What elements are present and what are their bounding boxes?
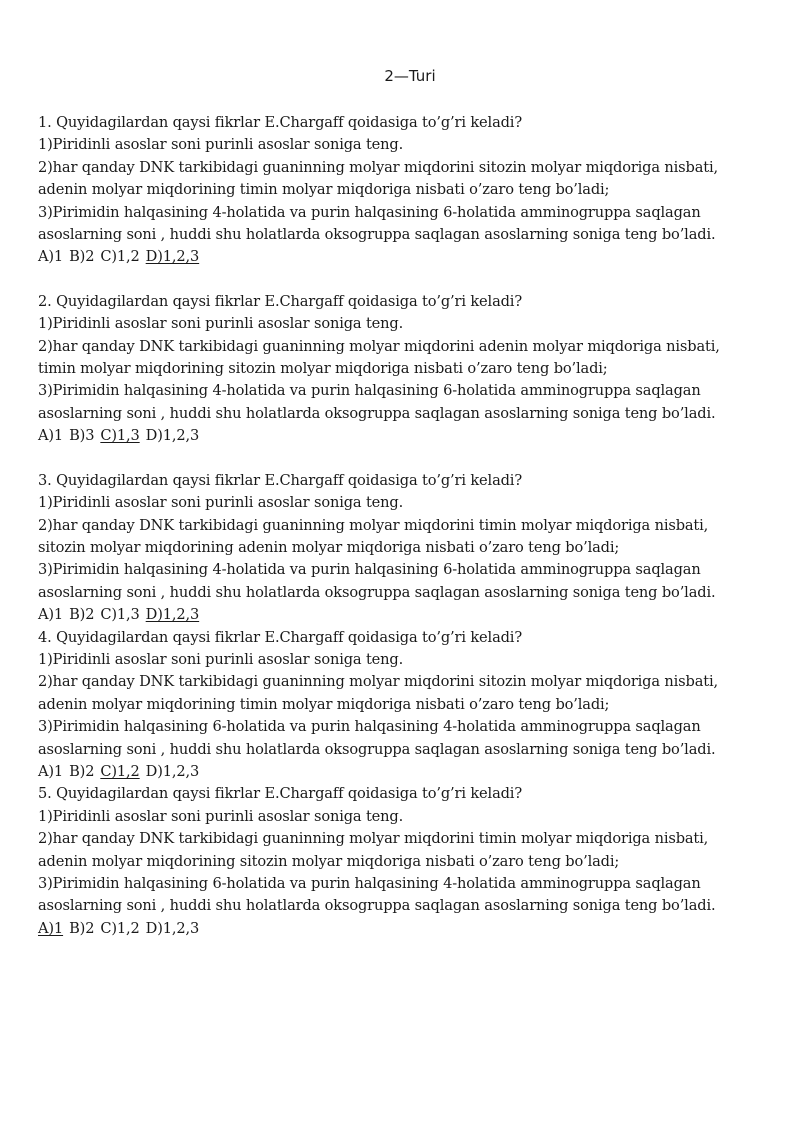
option-d: D)1,2,3 [145,762,200,780]
question-line: asoslarning soni , huddi shu holatlarda oksogruppa saqlagan asoslarning soniga teng bo’ladi. [38,740,716,758]
question-line: 3)Pirimidin halqasining 6-holatida va purin halqasining 4-holatida amminogruppa saqlagan [38,875,701,892]
answer-options [38,425,778,447]
question-line: 1)Piridinli asoslar soni purinli asoslar soniga teng. [38,136,404,154]
option-a: A)1 [38,248,64,266]
option-b: B)2 [69,606,95,624]
question-line: timin molyar miqdorining sitozin molyar miqdoriga nisbati o’zaro teng bo’ladi; [38,360,608,378]
question-line: 3)Pirimidin halqasining 4-holatida va purin halqasining 6-holatida amminogruppa saqlagan [38,561,701,579]
option-b: B)2 [69,248,95,266]
option-b: B)2 [69,919,95,937]
question-line: 1)Piridinli asoslar soni purinli asoslar soniga teng. [38,315,404,333]
option-d: D)1,2,3 [145,427,200,445]
question-1 [38,112,778,269]
question-title: 5. Quyidagilardan qaysi fikrlar E.Chargaff qoidasiga to’g’ri keladi? [38,785,522,803]
question-line: 2)har qanday DNK tarkibidagi guaninning molyar miqdorini timin molyar miqdoriga nisbati, [38,830,709,848]
option-a-correct: A)1 [38,919,64,937]
question-line: adenin molyar miqdorining sitozin molyar miqdoriga nisbati o’zaro teng bo’ladi; [38,852,620,870]
question-title: 4. Quyidagilardan qaysi fikrlar E.Chargaff qoidasiga to’g’ri keladi? [38,628,522,646]
question-line: 3)Pirimidin halqasining 6-holatida va purin halqasining 4-holatida amminogruppa saqlagan [38,718,701,736]
option-c-correct: C)1,3 [100,427,140,445]
question-title: 3. Quyidagilardan qaysi fikrlar E.Chargaff qoidasiga to’g’ri keladi? [38,471,522,489]
option-b: B)2 [69,762,95,780]
question-title: 2. Quyidagilardan qaysi fikrlar E.Chargaff qoidasiga to’g’ri keladi? [38,292,522,310]
question-line: 1)Piridinli asoslar soni purinli asoslar soniga teng. [38,807,404,825]
question-line: asoslarning soni , huddi shu holatlarda oksogruppa saqlagan asoslarning soniga teng bo’ladi. [38,404,716,422]
option-d-correct: D)1,2,3 [145,606,200,624]
question-line: 1)Piridinli asoslar soni purinli asoslar soniga teng. [38,494,404,512]
option-a: A)1 [38,427,64,445]
question-line: 2)har qanday DNK tarkibidagi guaninning molyar miqdorini sitozin molyar miqdoriga nisbati, [38,673,718,691]
option-d: D)1,2,3 [145,919,200,937]
question-line: asoslarning soni , huddi shu holatlarda oksogruppa saqlagan asoslarning soniga teng bo’ladi. [38,226,716,244]
question-line: 2)har qanday DNK tarkibidagi guaninning molyar miqdorini adenin molyar miqdoriga nisbati, [38,337,720,355]
option-c: C)1,2 [100,919,140,937]
option-d-correct: D)1,2,3 [145,248,200,266]
option-c: C)1,2 [100,248,140,266]
answer-options [38,761,778,783]
question-3 [38,470,778,627]
question-line: 3)Pirimidin halqasining 4-holatida va purin halqasining 6-holatida amminogruppa saqlagan [38,203,701,221]
question-line: 3)Pirimidin halqasining 4-holatida va purin halqasining 6-holatida amminogruppa saqlagan [38,382,701,400]
answer-options [38,918,778,940]
option-c: C)1,3 [100,606,140,624]
question-title: 1. Quyidagilardan qaysi fikrlar E.Chargaff qoidasiga to’g’ri keladi? [38,114,522,131]
question-line: adenin molyar miqdorining timin molyar miqdoriga nisbati o’zaro teng bo’ladi; [38,181,610,199]
question-line: asoslarning soni , huddi shu holatlarda oksogruppa saqlagan asoslarning soniga teng bo’ladi. [38,583,716,601]
answer-options [38,246,778,268]
question-2 [38,291,778,448]
page-title: 2—Turi [384,67,436,85]
question-5 [38,783,778,940]
question-line: adenin molyar miqdorining timin molyar miqdoriga nisbati o’zaro teng bo’ladi; [38,695,610,713]
question-line: 2)har qanday DNK tarkibidagi guaninning molyar miqdorini sitozin molyar miqdoriga nisbati, [38,158,718,176]
option-b: B)3 [69,427,95,445]
option-c-correct: C)1,2 [100,762,140,780]
question-line: 1)Piridinli asoslar soni purinli asoslar soniga teng. [38,650,404,668]
option-a: A)1 [38,762,64,780]
questions-list [38,112,778,940]
option-a: A)1 [38,606,64,624]
question-line: asoslarning soni , huddi shu holatlarda oksogruppa saqlagan asoslarning soniga teng bo’ladi. [38,897,716,915]
answer-options [38,604,778,626]
question-line: 2)har qanday DNK tarkibidagi guaninning molyar miqdorini timin molyar miqdoriga nisbati, [38,516,709,534]
question-4 [38,627,778,784]
question-line: sitozin molyar miqdorining adenin molyar miqdoriga nisbati o’zaro teng bo’ladi; [38,538,620,556]
